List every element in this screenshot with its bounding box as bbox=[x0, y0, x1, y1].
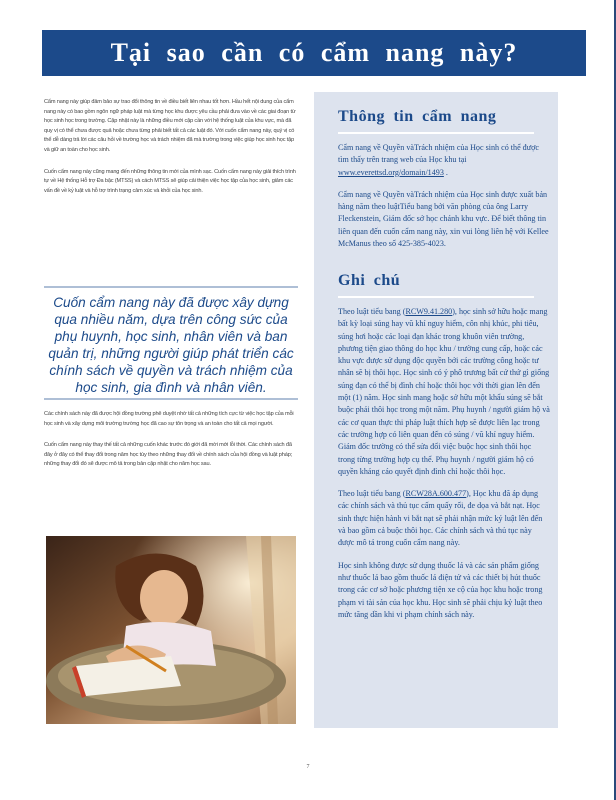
pull-quote: Cuốn cẩm nang này đã được xây dựng qua nhiều năm, dựa trên công sức của phụ huynh, học sinh, nhân viên và ban quản trị, những người giúp phát triển các chính sách về quyền và trách nhiệm của học sinh, gia đình và nhân viên. bbox=[48, 295, 294, 395]
info-paragraph-1 bbox=[338, 142, 550, 179]
notes-p1-prefix: Theo luật tiểu bang ( bbox=[338, 307, 406, 316]
rcw-firearms-link[interactable]: RCW9.41.280 bbox=[405, 307, 453, 316]
notes-p1-text: ), học sinh sở hữu hoặc mang bất kỳ loại súng hay vũ khí nguy hiểm, côn nhị khúc, phi tiêu, súng hơi hoặc các loại đạn khác trong khuôn viên trường, phương tiện giao thông do học khu / trường cung cấp, hoặc các khu vực được sử dụng độc quyền bởi các trường công hoặc tư nhân sẽ bị thôi học. Học sinh có ý phô trương bất cứ thứ gì giống súng đạn có thể bị đình chỉ hoặc thôi học với thời gian lên đến một (1) năm. Học sinh mang hoặc sở hữu một khẩu súng sẽ bắt buộc phải thôi học trong một năm. Phụ huynh / người giám hộ và các cơ quan thực thi pháp luật thích hợp sẽ được liên lạc trong các trường hợp có liên quan đến có súng / vũ khí nguy hiểm. Giám đốc trường có thể sửa đổi việc buộc học sinh thôi học trong từng trường hợp cụ thể. Phụ huynh / người giám hộ có quyền kháng cáo quyết định đình chỉ hoặc thôi học. bbox=[338, 307, 550, 476]
info-heading: Thông tin cẩm nang bbox=[338, 108, 497, 125]
handbook-link[interactable]: www.everettsd.org/domain/1493 bbox=[338, 167, 444, 177]
student-reading-photo bbox=[46, 536, 296, 724]
intro-paragraph: Cẩm nang này giúp đảm bảo sự trao đổi thông tin về điều biết liên nhau tốt hơn. Hầu hết nội dung của cẩm nang này có bao gồm ngôn ngữ pháp luật mà từng học khu được yêu cầu phải đưa vào về các giai đoạn từ học sinh học trong trường. Cập nhật này là những điều mới cập cần với hệ thống luật của khu vực, mà đã quy vị có thể chưa được quả hoặc chưa từng phải biết tất cả các luật đó. Với cuốn cẩm nang này, quý vị có thể dễ dàng trả lời các câu hỏi về trường học và trách nhiệm đã mà trường trong việc giúp học sinh học tập và giữ an toàn cho học sinh. bbox=[44, 99, 296, 153]
info-p1-text: Cẩm nang về Quyền vàTrách nhiệm của Học sinh có thể được tìm thấy trên trang web của Học khu tại bbox=[338, 143, 539, 165]
info-heading-rule bbox=[338, 132, 534, 134]
info-section bbox=[338, 108, 550, 260]
notes-paragraph-1 bbox=[338, 306, 550, 478]
notes-p2-prefix: Theo luật tiểu bang ( bbox=[338, 489, 406, 499]
rcw-bullying-link[interactable]: RCW28A.600.477 bbox=[405, 489, 467, 499]
notes-paragraph-2 bbox=[338, 488, 550, 549]
info-paragraph-2: Cẩm nang về Quyền vàTrách nhiệm của Học sinh được xuất bản hàng năm theo luậtTiểu bang bởi văn phòng của ông Larry Fleckenstein, Giám đốc sở học chánh khu vực. Để biết thông tin liên quan đến cuốn cẩm nang này, xin vui lòng liên hệ với Kellee McManus theo số 425-385-4023. bbox=[338, 189, 549, 249]
quote-top-rule bbox=[44, 286, 298, 288]
quote-bottom-rule bbox=[44, 398, 298, 400]
page-title: Tại sao cần có cẩm nang này? bbox=[42, 30, 586, 76]
photo-illustration bbox=[46, 536, 296, 724]
notes-section bbox=[338, 272, 550, 631]
left-column-lower bbox=[44, 410, 298, 482]
replacement-paragraph: Cuốn cẩm nang này thay thế tất cả những cuốn khác trước đó giới đã mời mới lỗi thời. Các chính sách đã đây ở đây có thể thay đổi trong năm học tùy theo những thay đổi về chính sách của hội đồng và luật pháp; những thay đổi đó sẽ được mô tả trong bản cập nhật cho năm học sau. bbox=[44, 442, 293, 468]
notes-paragraph-3: Học sinh không được sử dụng thuốc lá và các sản phẩm giống như thuốc lá bao gồm thuốc lá điện tử và các thiết bị hút thuốc trong các cơ sở hoặc phương tiện xe cộ của học khu hoặc trong phạm vi tài sản của học khu. Học sinh sẽ phải chịu kỷ luật theo mức tăng dần khi vi phạm chính sách này. bbox=[338, 560, 543, 619]
notes-p2-text: ), Học khu đã áp dụng các chính sách và thủ tục cấm quấy rối, đe dọa và bắt nạt. Học sinh thực hiện hành vi bắt nạt sẽ phải nhận mức kỷ luật lên đến và bao gồm cả buộc thôi học. Các chính sách và thủ tục này được mô tả trong cuốn cẩm nang này. bbox=[338, 489, 543, 548]
info-p1-suffix: . bbox=[443, 167, 448, 177]
left-column bbox=[44, 98, 298, 208]
page-number: 7 bbox=[306, 764, 310, 770]
mtss-paragraph: Cuốn cẩm nang này cũng mang đến những thông tin mới của mình sạc. Cuốn cẩm nang này giải thích trình tự về Hệ thống Hỗ trợ Đa bậc (MTSS) và cách MTSS sẽ giúp cải thiện việc học tập của học sinh, giảm các vấn đề về kỷ luật và hỗ trợ trình trạng cảm xúc và khỏi của học sinh. bbox=[44, 168, 296, 194]
notes-heading: Ghi chú bbox=[338, 272, 401, 289]
notes-heading-rule bbox=[338, 296, 534, 298]
policy-paragraph: Các chính sách này đã được hội đồng trường phê duyệt nhờ tất cả những tích cực từ việc học tập của mỗi học sinh và xây dựng môi trường trường học đã cao sự tôn trọng và an toàn cho tất cả mọi người. bbox=[44, 411, 294, 427]
